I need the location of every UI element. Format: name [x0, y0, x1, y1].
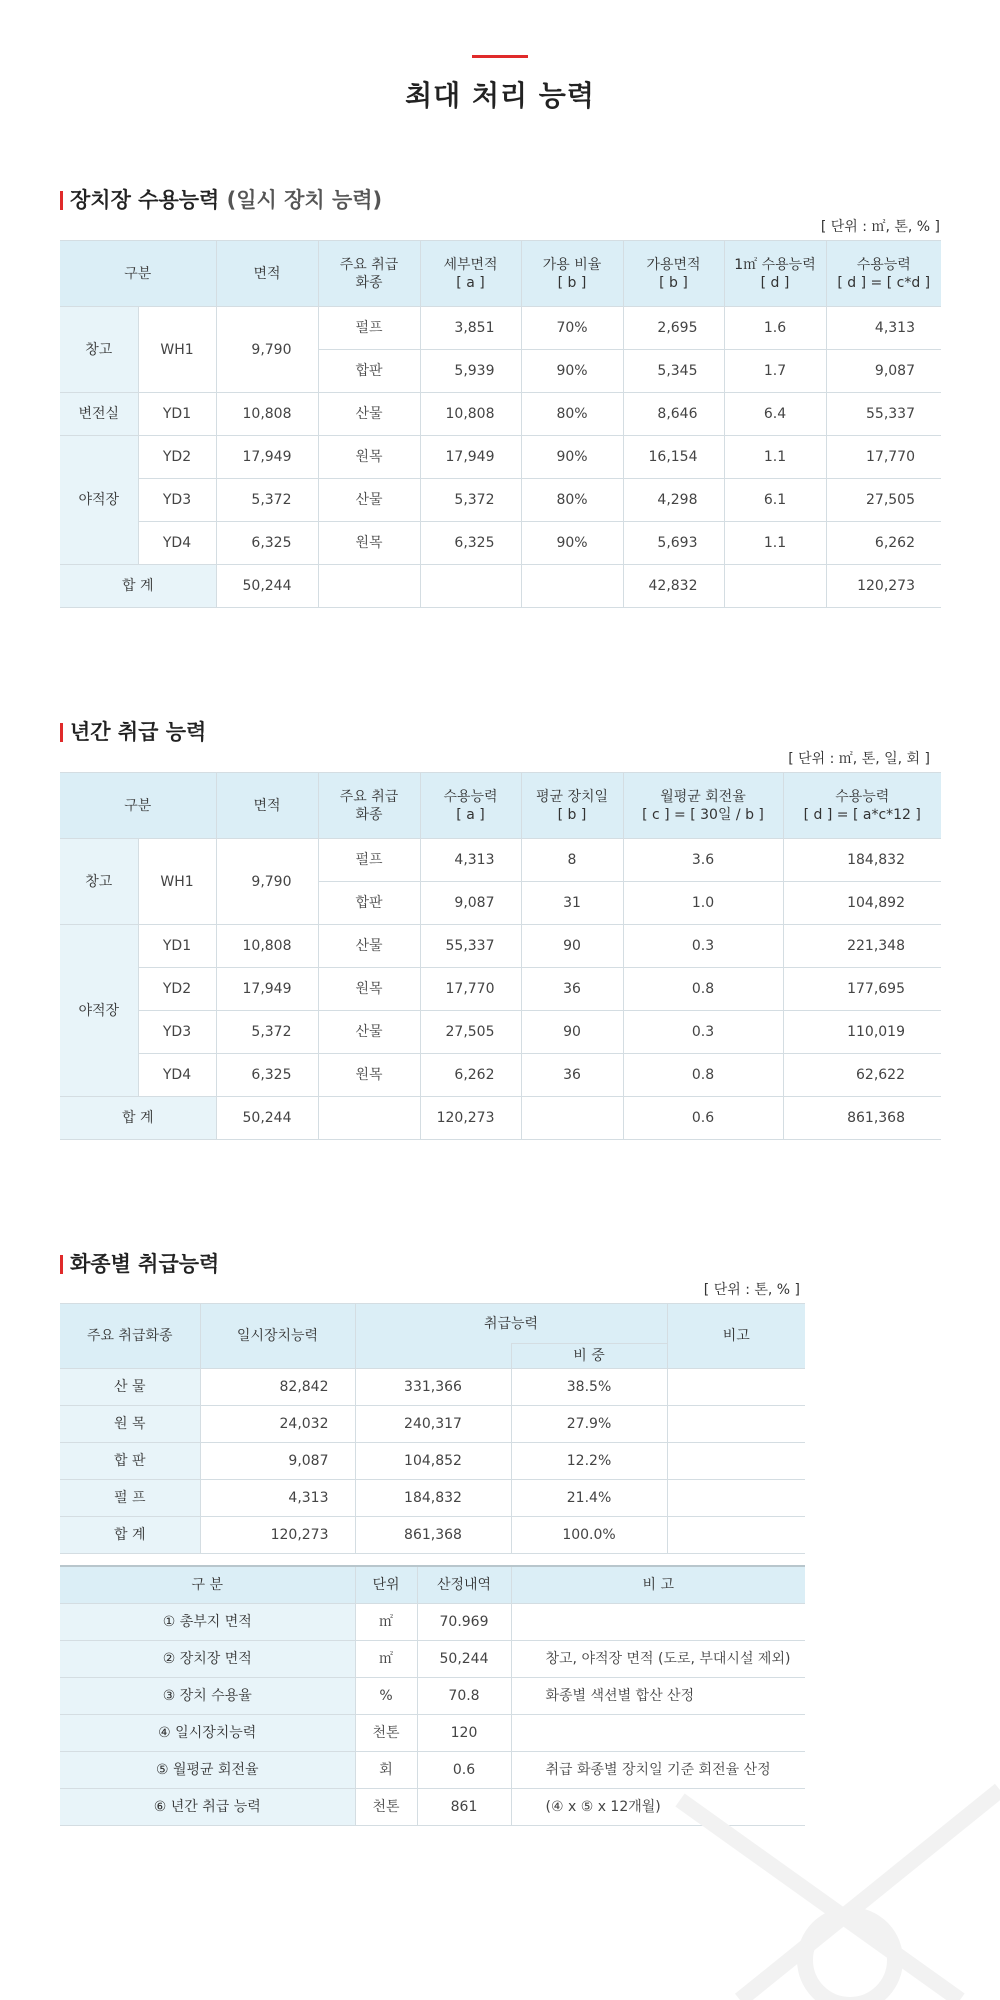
turnover-cell: 0.8 — [623, 1054, 783, 1097]
header-cargo: 주요 취급 화종 — [318, 241, 420, 307]
detail-area-cell: 5,939 — [420, 350, 521, 393]
annual-cell: 177,695 — [783, 968, 941, 1011]
note-cell — [511, 1603, 805, 1640]
header-share: 비 중 — [511, 1344, 667, 1369]
area-cell: 5,372 — [216, 479, 318, 522]
capacity-cell: 4,313 — [826, 307, 941, 350]
area-cell: 10,808 — [216, 393, 318, 436]
usable-cell: 5,693 — [623, 522, 724, 565]
share-cell: 38.5% — [511, 1369, 667, 1406]
site-cell: WH1 — [138, 307, 216, 393]
total-row — [60, 1097, 941, 1140]
table-row — [60, 436, 941, 479]
ratio-cell: 90% — [521, 350, 623, 393]
note-cell: 취급 화종별 장치일 기준 회전율 산정 — [511, 1751, 805, 1788]
total-row — [60, 565, 941, 608]
unit-cell: ㎡ — [355, 1640, 417, 1677]
detail-area-cell: 10,808 — [420, 393, 521, 436]
share-cell: 100.0% — [511, 1517, 667, 1554]
handling-cell: 104,852 — [355, 1443, 511, 1480]
group-warehouse: 창고 — [60, 839, 138, 925]
header-capacity: 수용능력 [ a ] — [420, 773, 521, 839]
temp-cell: 9,087 — [200, 1443, 355, 1480]
table-row — [60, 1640, 805, 1677]
unit-cell: % — [355, 1677, 417, 1714]
handling-cell: 184,832 — [355, 1480, 511, 1517]
ratio-cell: 70% — [521, 307, 623, 350]
table-header-row — [60, 1304, 805, 1344]
header-cargo: 주요 취급화종 — [60, 1304, 200, 1369]
table-row — [60, 1369, 805, 1406]
unit-cell: ㎡ — [355, 1603, 417, 1640]
days-cell: 90 — [521, 1011, 623, 1054]
value-cell: 50,244 — [417, 1640, 511, 1677]
header-turnover: 월평균 회전율 [ c ] = [ 30일 / b ] — [623, 773, 783, 839]
total-area: 50,244 — [216, 565, 318, 608]
value-cell: 70.8 — [417, 1677, 511, 1714]
unit-cell: 천톤 — [355, 1714, 417, 1751]
table-row — [60, 968, 941, 1011]
days-cell: 90 — [521, 925, 623, 968]
per-m2-cell: 6.1 — [724, 479, 826, 522]
header-note: 비 고 — [511, 1566, 805, 1603]
header-detail-area: 세부면적 [ a ] — [420, 241, 521, 307]
note-cell — [667, 1443, 805, 1480]
area-cell: 17,949 — [216, 968, 318, 1011]
site-cell: YD4 — [138, 1054, 216, 1097]
header-note: 비고 — [667, 1304, 805, 1369]
cargo-cell: 원목 — [318, 968, 420, 1011]
share-cell: 27.9% — [511, 1406, 667, 1443]
cargo-cell: 원목 — [318, 1054, 420, 1097]
area-cell: 6,325 — [216, 522, 318, 565]
total-annual: 861,368 — [783, 1097, 941, 1140]
days-cell: 36 — [521, 1054, 623, 1097]
share-cell: 12.2% — [511, 1443, 667, 1480]
handling-cell: 331,366 — [355, 1369, 511, 1406]
annual-cell: 221,348 — [783, 925, 941, 968]
cargo-cell: 산물 — [318, 479, 420, 522]
annual-cell: 104,892 — [783, 882, 941, 925]
section-title-cargo-capacity: 화종별 취급능력 — [60, 1252, 219, 1276]
cargo-cell: 합 판 — [60, 1443, 200, 1480]
cargo-cell: 산물 — [318, 925, 420, 968]
cargo-cell: 펄프 — [318, 839, 420, 882]
site-cell: YD3 — [138, 479, 216, 522]
table-row — [60, 839, 941, 882]
annual-capacity-table — [60, 772, 941, 1140]
header-unit: 단위 — [355, 1566, 417, 1603]
annual-cell: 62,622 — [783, 1054, 941, 1097]
per-m2-cell: 1.6 — [724, 307, 826, 350]
area-cell: 9,790 — [216, 839, 318, 925]
header-item: 구 분 — [60, 1566, 355, 1603]
total-usable: 42,832 — [623, 565, 724, 608]
header-area: 면적 — [216, 773, 318, 839]
item-cell: ⑥ 년간 취급 능력 — [60, 1788, 355, 1825]
detail-area-cell: 3,851 — [420, 307, 521, 350]
table-row — [60, 1054, 941, 1097]
section-title-main: 장치장 수용능력 — [70, 188, 220, 212]
capacity-cell: 4,313 — [420, 839, 521, 882]
page-title: 최대 처리 능력 — [405, 79, 595, 112]
detail-area-cell: 5,372 — [420, 479, 521, 522]
cargo-cell: 합판 — [318, 882, 420, 925]
usable-cell: 2,695 — [623, 307, 724, 350]
cargo-cell: 펄프 — [318, 307, 420, 350]
group-yard: 야적장 — [60, 925, 138, 1097]
header-handling-blank — [355, 1344, 511, 1369]
note-cell: 화종별 색션별 합산 산정 — [511, 1677, 805, 1714]
group-substation: 변전실 — [60, 393, 138, 436]
table-row — [60, 1603, 805, 1640]
total-row — [60, 1517, 805, 1554]
item-cell: ⑤ 월평균 회전율 — [60, 1751, 355, 1788]
total-turnover: 0.6 — [623, 1097, 783, 1140]
value-cell: 120 — [417, 1714, 511, 1751]
header-area: 면적 — [216, 241, 318, 307]
total-label: 합 계 — [60, 1097, 216, 1140]
table-row — [60, 393, 941, 436]
area-cell: 5,372 — [216, 1011, 318, 1054]
table-row — [60, 307, 941, 350]
site-cell: YD4 — [138, 522, 216, 565]
table-header-row — [60, 1566, 805, 1603]
cargo-cell: 원 목 — [60, 1406, 200, 1443]
capacity-cell: 17,770 — [420, 968, 521, 1011]
capacity-cell: 6,262 — [826, 522, 941, 565]
table-row — [60, 1406, 805, 1443]
item-cell: ④ 일시장치능력 — [60, 1714, 355, 1751]
capacity-cell: 6,262 — [420, 1054, 521, 1097]
temp-cell: 82,842 — [200, 1369, 355, 1406]
section-title-storage-capacity — [60, 188, 382, 212]
usable-cell: 5,345 — [623, 350, 724, 393]
header-per-m2: 1㎡ 수용능력 [ d ] — [724, 241, 826, 307]
site-cell: YD2 — [138, 968, 216, 1011]
site-cell: YD1 — [138, 393, 216, 436]
background-watermark-logo — [620, 1760, 1000, 2000]
header-handling: 취급능력 — [355, 1304, 667, 1344]
capacity-cell: 27,505 — [826, 479, 941, 522]
temp-cell: 24,032 — [200, 1406, 355, 1443]
group-yard: 야적장 — [60, 436, 138, 565]
table-row — [60, 925, 941, 968]
total-area: 50,244 — [216, 1097, 318, 1140]
total-capacity: 120,273 — [420, 1097, 521, 1140]
storage-capacity-table — [60, 240, 941, 608]
cargo-cell: 산물 — [318, 1011, 420, 1054]
turnover-cell: 3.6 — [623, 839, 783, 882]
header-category: 구분 — [60, 773, 216, 839]
note-cell — [667, 1517, 805, 1554]
ratio-cell: 80% — [521, 393, 623, 436]
table-row — [60, 1011, 941, 1054]
per-m2-cell: 1.7 — [724, 350, 826, 393]
detail-area-cell: 6,325 — [420, 522, 521, 565]
handling-cell: 240,317 — [355, 1406, 511, 1443]
note-cell: 창고, 야적장 면적 (도로, 부대시설 제외) — [511, 1640, 805, 1677]
capacity-cell: 27,505 — [420, 1011, 521, 1054]
site-cell: YD2 — [138, 436, 216, 479]
header-ratio: 가용 비율 [ b ] — [521, 241, 623, 307]
cargo-cell: 원목 — [318, 522, 420, 565]
note-cell — [667, 1480, 805, 1517]
unit-cell: 천톤 — [355, 1788, 417, 1825]
header-storage-days: 평균 장치일 [ b ] — [521, 773, 623, 839]
site-cell: WH1 — [138, 839, 216, 925]
per-m2-cell: 6.4 — [724, 393, 826, 436]
total-capacity: 120,273 — [826, 565, 941, 608]
capacity-cell: 9,087 — [420, 882, 521, 925]
cargo-cell: 산 물 — [60, 1369, 200, 1406]
days-cell: 36 — [521, 968, 623, 1011]
note-cell: (④ x ⑤ x 12개월) — [511, 1788, 805, 1825]
days-cell: 8 — [521, 839, 623, 882]
ratio-cell: 80% — [521, 479, 623, 522]
turnover-cell: 1.0 — [623, 882, 783, 925]
usable-cell: 4,298 — [623, 479, 724, 522]
table-header-row — [60, 773, 941, 839]
group-warehouse: 창고 — [60, 307, 138, 393]
temp-cell: 120,273 — [200, 1517, 355, 1554]
table-header-row — [60, 241, 941, 307]
note-cell — [667, 1406, 805, 1443]
header-capacity: 수용능력 [ d ] = [ c*d ] — [826, 241, 941, 307]
cargo-cell: 원목 — [318, 436, 420, 479]
section-title-annual-capacity: 년간 취급 능력 — [60, 720, 206, 744]
empty-cell — [521, 565, 623, 608]
unit-label: [ 단위 : ㎡, 톤, % ] — [820, 219, 940, 235]
turnover-cell: 0.3 — [623, 1011, 783, 1054]
header-value: 산정내역 — [417, 1566, 511, 1603]
item-cell: ② 장치장 면적 — [60, 1640, 355, 1677]
table-row — [60, 1714, 805, 1751]
header-temp-capacity: 일시장치능력 — [200, 1304, 355, 1369]
temp-cell: 4,313 — [200, 1480, 355, 1517]
empty-cell — [420, 565, 521, 608]
days-cell: 31 — [521, 882, 623, 925]
handling-cell: 861,368 — [355, 1517, 511, 1554]
header-usable-area: 가용면적 [ b ] — [623, 241, 724, 307]
ratio-cell: 90% — [521, 436, 623, 479]
table-row — [60, 1480, 805, 1517]
empty-cell — [521, 1097, 623, 1140]
site-cell: YD3 — [138, 1011, 216, 1054]
note-cell — [667, 1369, 805, 1406]
capacity-cell: 55,337 — [420, 925, 521, 968]
note-cell — [511, 1714, 805, 1751]
share-cell: 21.4% — [511, 1480, 667, 1517]
item-cell: ① 총부지 면적 — [60, 1603, 355, 1640]
table-row — [60, 522, 941, 565]
capacity-cell: 17,770 — [826, 436, 941, 479]
site-cell: YD1 — [138, 925, 216, 968]
value-cell: 861 — [417, 1788, 511, 1825]
title-accent-bar — [472, 55, 528, 58]
usable-cell: 8,646 — [623, 393, 724, 436]
cargo-capacity-table — [60, 1303, 805, 1554]
per-m2-cell: 1.1 — [724, 522, 826, 565]
unit-label: [ 단위 : ㎡, 톤, 일, 회 ] — [788, 751, 930, 767]
detail-area-cell: 17,949 — [420, 436, 521, 479]
area-cell: 17,949 — [216, 436, 318, 479]
area-cell: 9,790 — [216, 307, 318, 393]
total-label: 합 계 — [60, 565, 216, 608]
area-cell: 10,808 — [216, 925, 318, 968]
cargo-cell: 합판 — [318, 350, 420, 393]
empty-cell — [318, 1097, 420, 1140]
table-row — [60, 1443, 805, 1480]
turnover-cell: 0.8 — [623, 968, 783, 1011]
unit-label: [ 단위 : 톤, % ] — [703, 1282, 800, 1298]
header-annual-capacity: 수용능력 [ d ] = [ a*c*12 ] — [783, 773, 941, 839]
area-cell: 6,325 — [216, 1054, 318, 1097]
value-cell: 70.969 — [417, 1603, 511, 1640]
empty-cell — [724, 565, 826, 608]
annual-cell: 110,019 — [783, 1011, 941, 1054]
cargo-cell: 산물 — [318, 393, 420, 436]
usable-cell: 16,154 — [623, 436, 724, 479]
table-row — [60, 1677, 805, 1714]
section-title-sub: (일시 장치 능력) — [226, 188, 383, 212]
cargo-cell: 펄 프 — [60, 1480, 200, 1517]
turnover-cell: 0.3 — [623, 925, 783, 968]
per-m2-cell: 1.1 — [724, 436, 826, 479]
item-cell: ③ 장치 수용율 — [60, 1677, 355, 1714]
value-cell: 0.6 — [417, 1751, 511, 1788]
capacity-cell: 9,087 — [826, 350, 941, 393]
table-row — [60, 479, 941, 522]
unit-cell: 회 — [355, 1751, 417, 1788]
cargo-cell: 합 계 — [60, 1517, 200, 1554]
header-cargo: 주요 취급 화종 — [318, 773, 420, 839]
ratio-cell: 90% — [521, 522, 623, 565]
capacity-cell: 55,337 — [826, 393, 941, 436]
header-category: 구분 — [60, 241, 216, 307]
annual-cell: 184,832 — [783, 839, 941, 882]
empty-cell — [318, 565, 420, 608]
